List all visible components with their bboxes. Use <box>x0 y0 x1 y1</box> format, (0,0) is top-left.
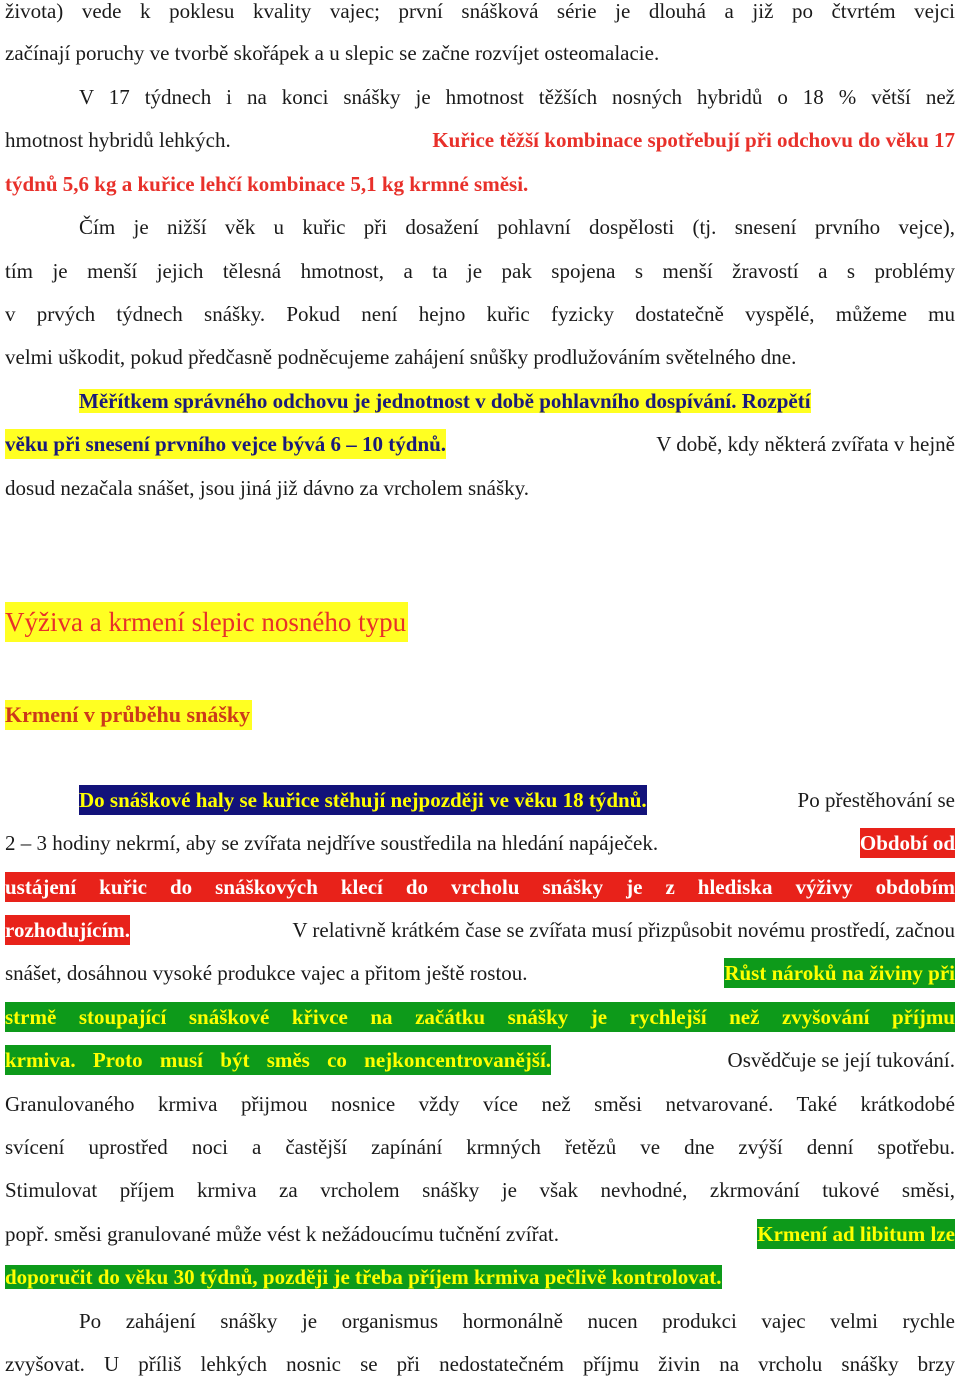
text-segment: hmotnost hybridů lehkých. <box>5 128 231 152</box>
highlighted-text: rozhodujícím. <box>5 915 130 945</box>
text-line <box>79 386 811 416</box>
text-segment: snášet, dosáhnou vysoké produkce vajec a přitom ještě rostou. <box>5 961 528 985</box>
text-line: života) vede k poklesu kvality vajec; první snášková série je dlouhá a již po čtvrtém vejci <box>5 0 955 23</box>
subsection-heading: Krmení v průběhu snášky <box>5 700 252 730</box>
text-line <box>5 958 955 988</box>
highlighted-text: Období od <box>860 828 955 858</box>
text-segment: 2 – 3 hodiny nekrmí, aby se zvířata nejdříve soustředila na hledání napáječek. <box>5 831 659 855</box>
highlighted-text: Krmení ad libitum lze <box>757 1219 955 1249</box>
text-line: Po zahájení snášky je organismus hormonálně nucen produkci vajec velmi rychle <box>79 1309 955 1333</box>
text-segment: V relativně krátkém čase se zvířata musí přizpůsobit novému prostředí, začnou <box>292 918 955 942</box>
text-segment: Osvědčuje se její tukování. <box>727 1048 955 1072</box>
text-line: Granulovaného krmiva přijmou nosnice vždy více než směsi netvarované. Také krátkodobé <box>5 1092 955 1116</box>
text-segment: popř. směsi granulované může vést k nežádoucímu tučnění zvířat. <box>5 1222 559 1246</box>
text-line: začínají poruchy ve tvorbě skořápek a u slepic se začne rozvíjet osteomalacie. <box>5 41 660 65</box>
text-line <box>5 125 955 155</box>
text-line: V 17 týdnech i na konci snášky je hmotnost těžších nosných hybridů o 18 % větší než <box>79 85 955 109</box>
text-line <box>5 1262 722 1292</box>
text-line <box>5 828 955 858</box>
highlighted-text: týdnů 5,6 kg a kuřice lehčí kombinace 5,1 kg krmné směsi. <box>5 172 529 196</box>
highlighted-text: Kuřice těžší kombinace spotřebují při odchovu do věku 17 <box>432 128 955 152</box>
text-segment: V době, kdy některá zvířata v hejně <box>656 432 955 456</box>
highlighted-text: doporučit do věku 30 týdnů, později je třeba příjem krmiva pečlivě kontrolovat. <box>5 1265 722 1289</box>
highlighted-text: věku při snesení prvního vejce bývá 6 – 10 týdnů. <box>5 429 446 459</box>
text-line: svícení uprostřed noci a častější zapínání krmných řetězů ve dne zvýší denní spotřebu. <box>5 1135 955 1159</box>
text-line: velmi uškodit, pokud předčasně podněcujeme zahájení snůšky prodlužováním světelného dne. <box>5 345 797 369</box>
highlighted-text: strmě stoupající snáškové křivce na začátku snášky je rychlejší než zvyšování příjmu <box>5 1002 955 1032</box>
text-line: Čím je nižší věk u kuřic při dosažení pohlavní dospělosti (tj. snesení prvního vejce), <box>79 215 955 239</box>
highlighted-text: Měřítkem správného odchovu je jednotnost v době pohlavního dospívání. Rozpětí <box>79 389 811 413</box>
text-line: dosud nezačala snášet, jsou jiná již dávno za vrcholem snášky. <box>5 476 530 500</box>
text-line <box>5 1219 955 1249</box>
highlighted-text: Růst nároků na živiny při <box>724 958 955 988</box>
text-line <box>5 1045 955 1075</box>
highlighted-text: Do snáškové haly se kuřice stěhují nejpozději ve věku 18 týdnů. <box>79 785 647 815</box>
text-line: Stimulovat příjem krmiva za vrcholem snášky je však nevhodné, zkrmování tukové směsi, <box>5 1178 955 1202</box>
text-line: zvyšovat. U příliš lehkých nosnic se při nedostatečném příjmu živin na vrcholu snášky brzy <box>5 1352 955 1376</box>
text-line <box>5 915 955 945</box>
highlighted-text: ustájení kuřic do snáškových klecí do vrcholu snášky je z hlediska výživy obdobím <box>5 872 955 902</box>
text-line <box>5 429 955 459</box>
text-segment: Po přestěhování se <box>797 788 955 812</box>
text-line <box>79 785 955 815</box>
text-line: tím je menší jejich tělesná hmotnost, a ta je pak spojena s menší žravostí a s problémy <box>5 259 955 283</box>
highlighted-text: krmiva. Proto musí být směs co nejkoncentrovanější. <box>5 1045 551 1075</box>
section-heading: Výživa a krmení slepic nosného typu <box>5 602 408 642</box>
text-line: v prvých týdnech snášky. Pokud není hejno kuřic fyzicky dostatečně vyspělé, můžeme mu <box>5 302 955 326</box>
